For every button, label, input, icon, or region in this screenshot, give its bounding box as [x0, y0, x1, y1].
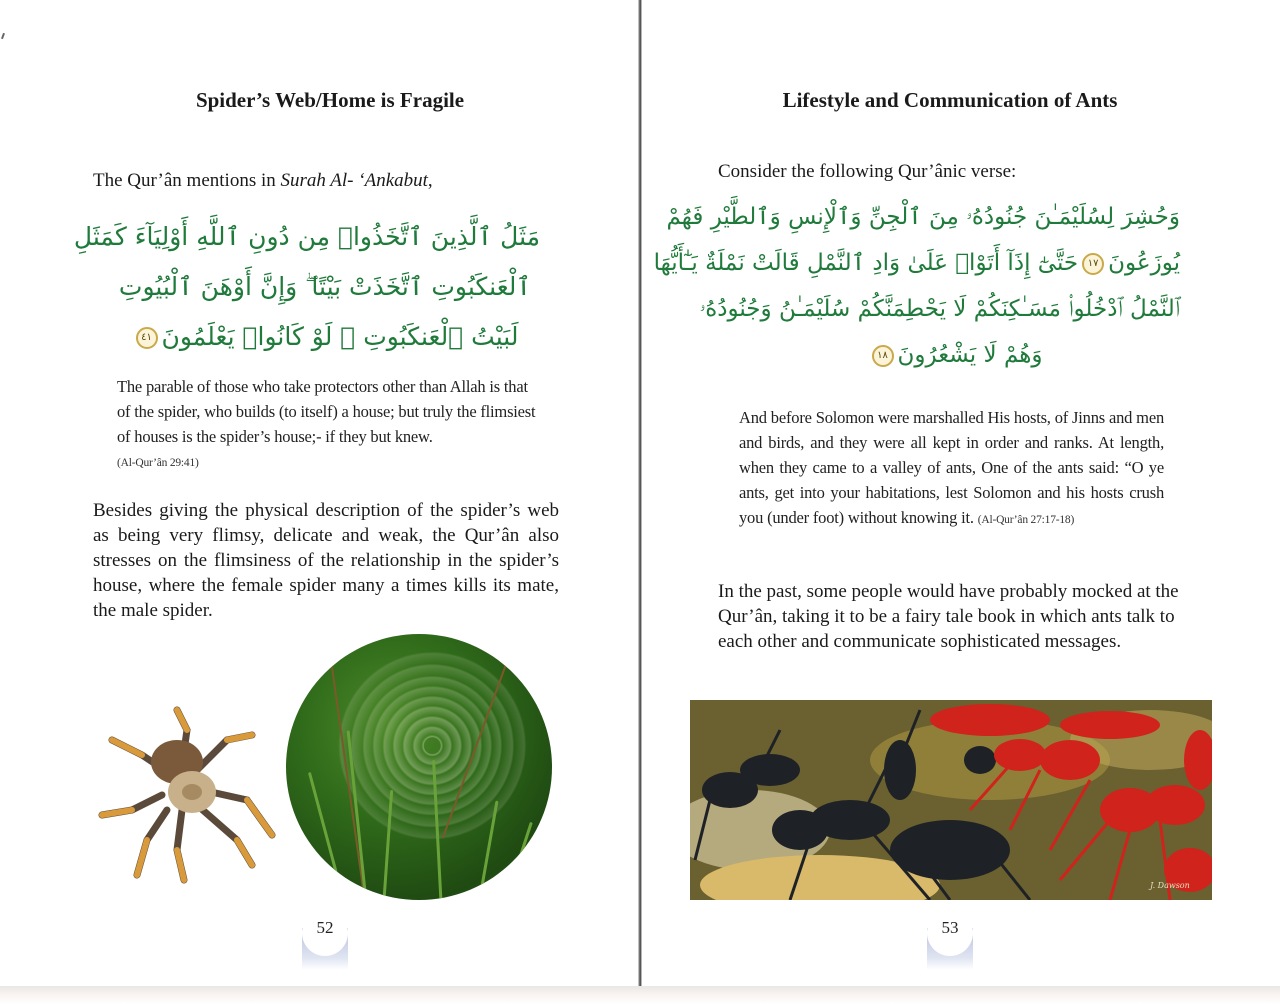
ayah-number-marker: ١٨ [872, 345, 894, 367]
arabic-line-text: وَهُمْ لَا يَشْعُرُونَ [897, 342, 1043, 368]
intro-prefix: The Qur’ân mentions in [93, 170, 281, 191]
arabic-line [653, 240, 1180, 286]
arabic-line-text: لَبَيْتُ ٱلْعَنكَبُوتِ ۖ لَوْ كَانُوا۟ يَعْلَمُونَ [161, 322, 519, 351]
ayah-number-marker: ٤١ [136, 327, 158, 349]
intro-suffix: , [427, 170, 433, 191]
page-number-tab [927, 910, 973, 970]
scan-mark [1, 33, 5, 39]
translation-text: The parable of those who take protectors other than Allah is that of the spider, who builds (to itself) a house; but truly the flimsiest of houses is the spider’s house;- if they but knew. [117, 377, 536, 446]
arabic-verse [653, 194, 1180, 378]
tarantula-illustration [92, 700, 282, 890]
painting-signature: J. Dawson [1150, 881, 1190, 890]
translation-text: And before Solomon were marshalled His hosts, of Jinns and men and birds, and they were all kept in order and ranks. At length, when they came to a valley of ants, One of the ants said: “O ye ants, get into your habitations, lest Solomon and his hosts crush you (under foot) without knowing it. [739, 408, 1164, 527]
arabic-line-text: حَتَّىٰٓ إِذَآ أَتَوْا۟ عَلَىٰ وَادِ ٱلنَّمْلِ قَالَتْ نَمْلَةٌ يَـٰٓأَيُّهَا [653, 250, 1079, 276]
ants-painting [690, 700, 1212, 900]
arabic-line: وَحُشِرَ لِسُلَيْمَـٰنَ جُنُودُهُۥ مِنَ ٱلْجِنِّ وَٱلْإِنسِ وَٱلطَّيْرِ فَهُمْ [666, 204, 1180, 230]
arabic-line [730, 332, 1180, 378]
surah-name: Surah Al- ‘Ankabut [280, 170, 428, 191]
ayah-number-marker: ١٧ [1082, 253, 1104, 275]
page-number-tab [302, 910, 348, 970]
arabic-line: ٱلنَّمْلُ ٱدْخُلُوا۟ مَسَـٰكِنَكُمْ لَا يَحْطِمَنَّكُمْ سُلَيْمَـٰنُ وَجُنُودُهُۥ [699, 296, 1180, 322]
arabic-verse [73, 212, 540, 362]
page-number: 52 [316, 918, 334, 937]
body-paragraph: Besides giving the physical description of the spider’s web as being very flimsy, delicate and weak, the Qur’ân also stresses on the flimsiness of the relationship in the spider’s house, where the female spider many a times kills its mate, the male spider. [93, 500, 559, 621]
intro-text [93, 170, 433, 192]
verse-reference: (Al-Qur’ân 27:17-18) [977, 514, 1075, 526]
page-heading: Spider’s Web/Home is Fragile [195, 88, 465, 112]
arabic-line: ٱلْعَنكَبُوتِ ٱتَّخَذَتْ بَيْتًا ۖ وَإِنَّ أَوْهَنَ ٱلْبُيُوتِ [118, 272, 532, 301]
verse-translation [739, 405, 1164, 533]
right-page [642, 0, 1280, 988]
arabic-line: مَثَلُ ٱلَّذِينَ ٱتَّخَذُوا۟ مِن دُونِ ٱللَّهِ أَوْلِيَآءَ كَمَثَلِ [73, 222, 540, 251]
left-page [0, 0, 638, 988]
body-paragraph: In the past, some people would have probably mocked at the Qur’ân, taking it to be a fairy tale book in which ants talk to each other and communicate sophisticated messages. [718, 581, 1179, 652]
page-heading: Lifestyle and Communication of Ants [782, 88, 1118, 112]
intro-text: Consider the following Qur’ânic verse: [718, 161, 1017, 182]
spider-web-photo [286, 634, 552, 900]
verse-translation [117, 374, 542, 476]
arabic-line [110, 312, 540, 362]
page-bottom-edge [0, 986, 1280, 1004]
arabic-line-text: يُوزَعُونَ [1108, 250, 1180, 276]
page-number: 53 [941, 918, 959, 937]
verse-reference: (Al-Qur’ân 29:41) [117, 457, 199, 469]
